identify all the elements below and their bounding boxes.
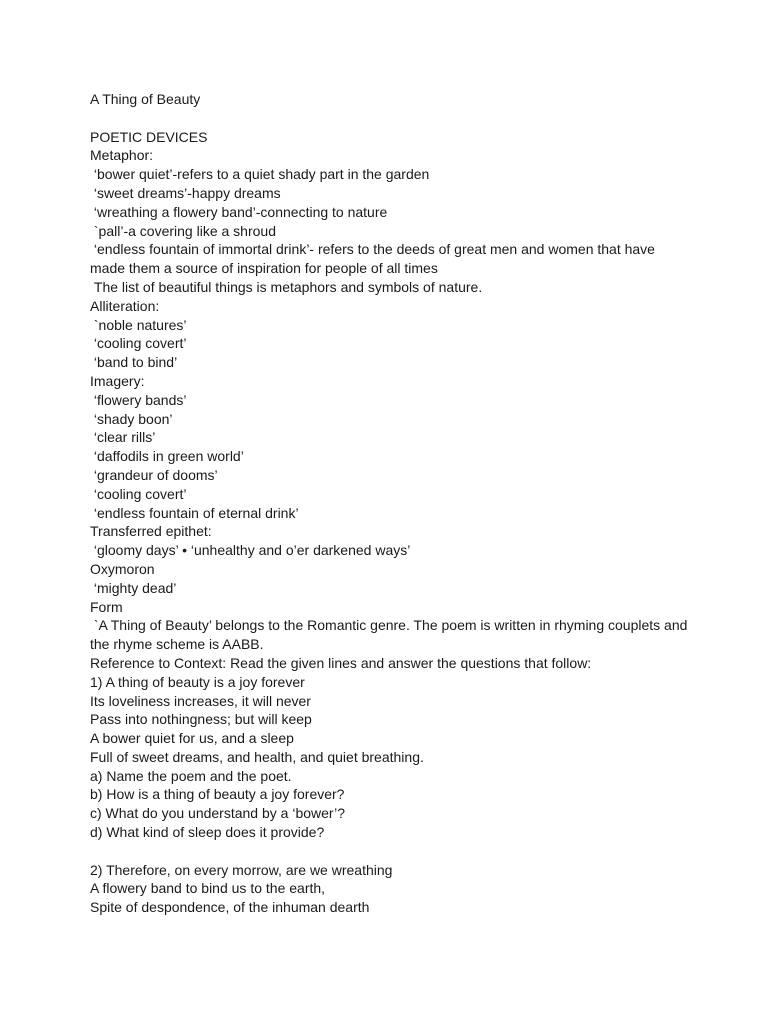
text-line: Metaphor: [90,147,154,164]
text-line: `noble natures’ [90,316,187,333]
reference-section-2 [90,861,690,917]
text-line: ‘shady boon’ [90,410,173,427]
spacer [90,842,690,861]
document-title: A Thing of Beauty [90,91,201,107]
text-line: Reference to Context: Read the given lines and answer the questions that follow: [90,654,592,671]
text-line: ‘grandeur of dooms’ [90,466,218,483]
text-line: d) What kind of sleep does it provide? [90,824,325,841]
text-line: ‘wreathing a flowery band’-connecting to nature [90,203,388,220]
text-line: Imagery: [90,372,145,389]
document-page [90,90,690,917]
text-line: ‘bower quiet’-refers to a quiet shady part in the garden [90,166,430,183]
text-line: The list of beautiful things is metaphors and symbols of nature. [90,278,483,295]
text-line: POETIC DEVICES [90,128,208,145]
text-line: ‘clear rills’ [90,429,156,446]
text-line: Alliteration: [90,297,160,314]
text-line: Pass into nothingness; but will keep [90,711,312,728]
text-line: Full of sweet dreams, and health, and quiet breathing. [90,748,424,765]
text-line: Oxymoron [90,560,155,577]
text-line: ‘band to bind’ [90,354,178,371]
text-line: Transferred epithet: [90,523,212,540]
text-line: A flowery band to bind us to the earth, [90,880,326,897]
text-line: ‘endless fountain of eternal drink’ [90,504,299,521]
text-line: Spite of despondence, of the inhuman dearth [90,899,370,916]
text-line: b) How is a thing of beauty a joy forever? [90,786,345,803]
text-line: 2) Therefore, on every morrow, are we wreathing [90,861,393,878]
text-line: ‘daffodils in green world’ [90,448,244,465]
text-line: Form [90,598,123,615]
text-line: ‘cooling covert’ [90,485,187,502]
text-line: ‘cooling covert’ [90,335,187,352]
poetic-devices-section [90,128,690,842]
text-line: ‘endless fountain of immortal drink’- refers to the deeds of great men and women that have made them a source of inspiration for people of all times [90,241,659,277]
text-line: a) Name the poem and the poet. [90,767,292,784]
text-line: c) What do you understand by a ‘bower’? [90,805,345,822]
text-line: `A Thing of Beauty’ belongs to the Romantic genre. The poem is written in rhyming couplets and the rhyme scheme is AABB. [90,617,692,653]
text-line: `pall’-a covering like a shroud [90,222,276,239]
text-line: A bower quiet for us, and a sleep [90,730,294,747]
text-line: ‘sweet dreams’-happy dreams [90,184,281,201]
text-line: 1) A thing of beauty is a joy forever [90,673,305,690]
text-line: ‘flowery bands’ [90,391,187,408]
spacer [90,109,690,128]
text-line: ‘mighty dead’ [90,579,177,596]
text-line: Its loveliness increases, it will never [90,692,311,709]
text-line: ‘gloomy days’ • ‘unhealthy and o’er darkened ways’ [90,542,411,559]
